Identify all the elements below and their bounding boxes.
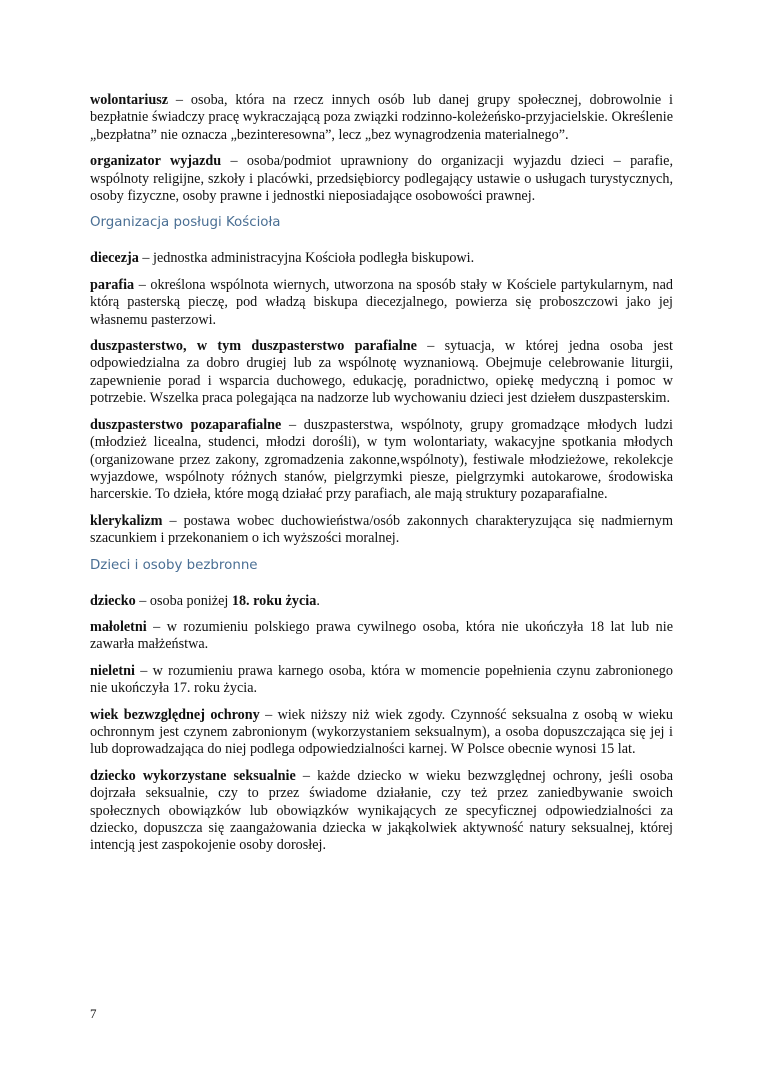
term: klerykalizm bbox=[90, 512, 163, 529]
term: duszpasterstwo pozaparafialne bbox=[90, 416, 282, 433]
term: nieletni bbox=[90, 662, 135, 679]
term: dziecko bbox=[90, 592, 136, 609]
definition-paragraph bbox=[90, 338, 673, 408]
term: małoletni bbox=[90, 618, 147, 635]
definition-text: – wiek niższy niż wiek zgody. Czynność seksualna z osobą w wieku ochronnym jest czynem zabronionym (wykorzystaniem seksualnym), a osoba dopuszczająca się jej i lub doprowadzająca do niej podlega odpowiedzialności karnej. W Polsce obecnie wynosi 15 lat. bbox=[90, 706, 673, 758]
definition-text: – w rozumieniu polskiego prawa cywilnego osoba, która nie ukończyła 18 lat lub nie zawarła małżeństwa. bbox=[90, 618, 673, 653]
definition-paragraph bbox=[90, 663, 673, 698]
section-heading: Dzieci i osoby bezbronne bbox=[90, 557, 258, 573]
definition-text: – osoba/podmiot uprawniony do organizacji wyjazdu dzieci – parafie, wspólnoty religijne, szkoły i placówki, przedsiębiorcy podlegający ustawie o usługach turystycznych, osoby fizyczne, osoby prawne i jednostki nieposiadające osobowości prawnej. bbox=[90, 153, 673, 205]
definition-paragraph bbox=[90, 707, 673, 759]
definition-text: – określona wspólnota wiernych, utworzona na sposób stały w Kościele partykularnym, nad którą pasterską pieczę, pod władzą biskupa diecezjalnego, powierza się proboszczowi jako jej własnemu pasterzowi. bbox=[90, 276, 673, 328]
definition-text: – osoba poniżej bbox=[135, 592, 232, 609]
definition-text: – postawa wobec duchowieństwa/osób zakonnych charakteryzująca się nadmiernym szacunkiem i przekonaniem o ich wyższości moralnej. bbox=[90, 512, 673, 547]
definition-text: – każde dziecko w wieku bezwzględnej ochrony, jeśli osoba dojrzała seksualnie, czy to przez świadome działanie, czy też przez zaniedbywanie swoich społecznych obowiązków lub obowiązków wynikających ze specyficznej odpowiedzialności za dziecko, dopuszcza się zaangażowania dziecka w jakąkolwiek aktywność natury seksualnej, której intencją jest zaspokojenie osoby dorosłej. bbox=[90, 767, 673, 854]
definition-paragraph bbox=[90, 513, 673, 548]
definition-text: – w rozumieniu prawa karnego osoba, która w momencie popełnienia czynu zabronionego nie ukończyła 17. roku życia. bbox=[90, 662, 673, 697]
page-content bbox=[90, 92, 673, 864]
definition-paragraph bbox=[90, 92, 673, 144]
definition-text: – duszpasterstwa, wspólnoty, grupy gromadzące młodych ludzi (młodzież licealna, studenci, młodzi dorośli), w tym wolontariaty, wakacyjne spotkania młodych (organizowane przez zakony, zgromadzenia zakonne,wspólnoty), festiwale młodzieżowe, rekolekcje wyjazdowe, wspólnoty różnych stanów, pielgrzymki piesze, pielgrzymki autokarowe, środowiska harcerskie. To dzieła, które mogą działać przy parafiach, ale mają struktury pozaparafialne. bbox=[90, 416, 673, 503]
definition-text: – osoba, która na rzecz innych osób lub danej grupy społecznej, dobrowolnie i bezpłatnie świadczy pracę wykraczającą poza związki rodzinno-koleżeńsko-przyjacielskie. Określenie „bezpłatna” nie oznacza „bezinteresowna”, lecz „bez wynagrodzenia materialnego”. bbox=[90, 92, 673, 143]
term: 18. roku życia bbox=[231, 592, 317, 609]
definition-text: – sytuacja, w której jedna osoba jest odpowiedzialna za dobro drugiej lub za wspólnotę wyznaniową. Obejmuje celebrowanie liturgii, zapewnienie porad i wsparcia duchowego, edukację, poradnictwo, opiekę medyczną i pomoc w potrzebie. Wszelka praca polegająca na nadzorze lub wychowaniu dzieci jest dziełem duszpasterskim. bbox=[90, 338, 673, 407]
term: diecezja bbox=[90, 250, 139, 267]
definition-paragraph bbox=[90, 768, 673, 855]
definition-paragraph bbox=[90, 417, 673, 504]
term: parafia bbox=[90, 276, 135, 293]
term: duszpasterstwo, w tym duszpasterstwo parafialne bbox=[90, 338, 417, 355]
definition-paragraph bbox=[90, 277, 673, 329]
page-number: 7 bbox=[90, 1006, 97, 1021]
section-heading: Organizacja posługi Kościoła bbox=[90, 215, 281, 231]
term: wolontariusz bbox=[90, 92, 169, 108]
term: organizator wyjazdu bbox=[90, 153, 222, 170]
definition-paragraph bbox=[90, 153, 673, 205]
definition-paragraph bbox=[90, 250, 673, 267]
definition-paragraph bbox=[90, 593, 673, 610]
definition-text: . bbox=[316, 592, 320, 609]
definition-paragraph bbox=[90, 619, 673, 654]
term: dziecko wykorzystane seksualnie bbox=[90, 767, 296, 784]
term: wiek bezwzględnej ochrony bbox=[90, 706, 260, 723]
definition-text: – jednostka administracyjna Kościoła podległa biskupowi. bbox=[138, 250, 475, 267]
